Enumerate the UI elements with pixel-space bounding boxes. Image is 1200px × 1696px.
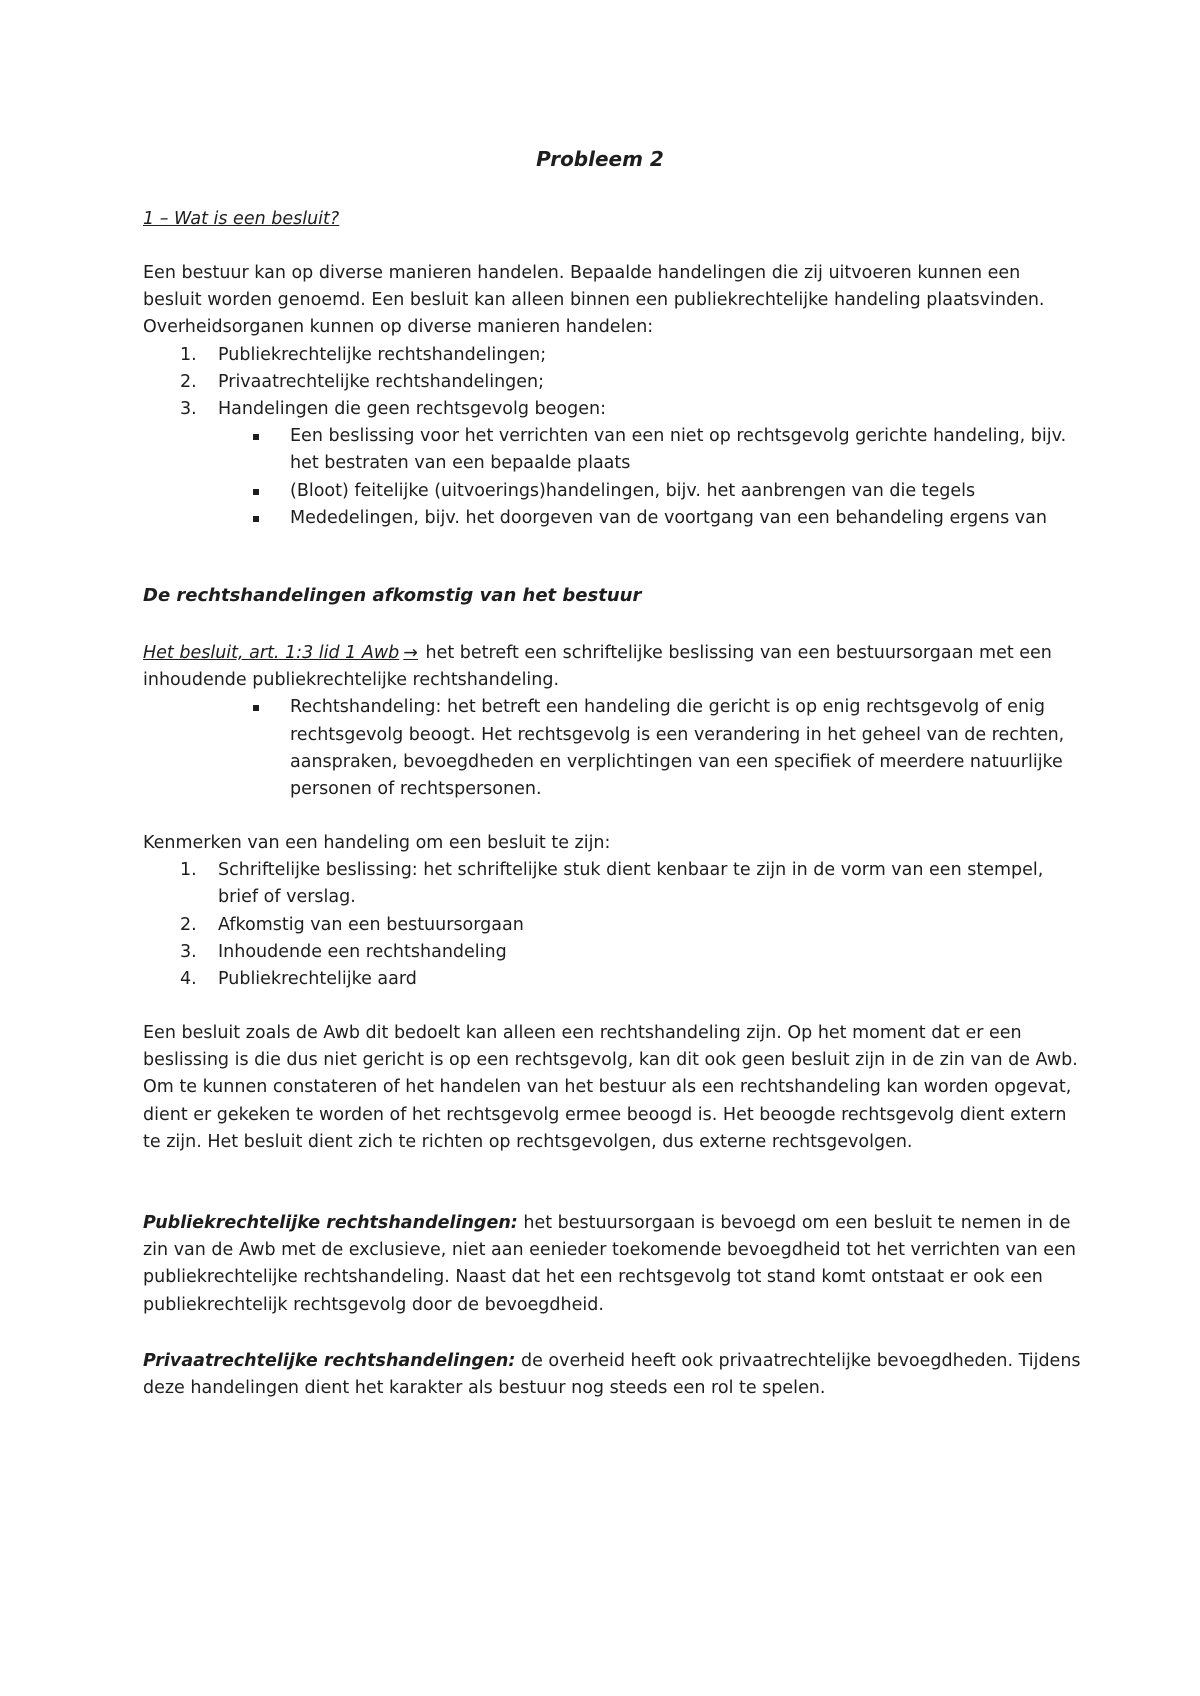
bullet-text: (Bloot) feitelijke (uitvoerings)handelingen, bijv. het aanbrengen van die tegels xyxy=(290,480,976,501)
bullet-item xyxy=(143,478,1083,505)
arrow-right-icon: → xyxy=(403,643,418,663)
bullet-item xyxy=(143,423,1083,477)
list-number: 4. xyxy=(180,969,197,990)
besluit-label: Het besluit, art. 1:3 lid 1 Awb xyxy=(143,643,400,663)
besluit-section xyxy=(143,640,1083,803)
square-bullet-icon xyxy=(253,434,259,440)
list-item-text: Publiekrechtelijke rechtshandelingen; xyxy=(218,344,547,365)
subheading-text: 1 – Wat is een besluit? xyxy=(143,209,340,229)
publiek-paragraph xyxy=(143,1210,1083,1319)
besluit-text: het betreft een schriftelijke beslissing van een bestuursorgaan met een inhoudende publiekrechtelijke rechtshandeling. xyxy=(143,643,1052,691)
bullet-text: Een beslissing voor het verrichten van een niet op rechtsgevolg gerichte handeling, bijv. het bestraten van een bepaalde plaats xyxy=(290,426,1067,474)
list-item-text: Publiekrechtelijke aard xyxy=(218,969,417,990)
list-item-text: Privaatrechtelijke rechtshandelingen; xyxy=(218,371,545,392)
privaat-text: de overheid heeft ook privaatrechtelijke bevoegdheden. Tijdens deze handelingen dient het karakter als bestuur nog steeds een rol te spelen. xyxy=(143,1351,1081,1399)
list-item-text: Inhoudende een rechtshandeling xyxy=(218,941,507,962)
list-item xyxy=(143,369,1083,396)
list-item xyxy=(143,912,1083,939)
list-number: 2. xyxy=(180,371,197,392)
list-item xyxy=(143,396,1083,423)
list-number: 3. xyxy=(180,399,197,420)
square-bullet-icon xyxy=(253,489,259,495)
privaat-paragraph xyxy=(143,1348,1083,1402)
list-number: 3. xyxy=(180,941,197,962)
list-item-text: Handelingen die geen rechtsgevolg beogen: xyxy=(218,399,606,420)
privaat-label: Privaatrechtelijke rechtshandelingen: xyxy=(143,1351,516,1371)
square-bullet-icon xyxy=(253,516,259,522)
list-item xyxy=(143,966,1083,993)
square-bullet-icon xyxy=(253,705,259,711)
bullet-text: Mededelingen, bijv. het doorgeven van de voortgang van een behandeling ergens van xyxy=(290,507,1047,528)
list-item-text: Afkomstig van een bestuursorgaan xyxy=(218,914,524,935)
besluit-paragraph xyxy=(143,640,1083,694)
list-number: 2. xyxy=(180,914,197,935)
intro-paragraph: Een bestuur kan op diverse manieren handelen. Bepaalde handelingen die zij uitvoeren kunnen een besluit worden genoemd. Een besluit kan alleen binnen een publiekrechtelijke handeling plaatsvinden. Overheidsorganen kunnen op diverse manieren handelen: xyxy=(143,263,1045,338)
list-number: 1. xyxy=(180,860,197,881)
list-item xyxy=(143,857,1083,911)
subheading xyxy=(143,206,1083,233)
awb-section xyxy=(143,1020,1083,1156)
section-heading: De rechtshandelingen afkomstig van het bestuur xyxy=(143,585,642,606)
intro-section xyxy=(143,260,1083,532)
bullet-item xyxy=(143,505,1083,532)
bullet-text: Rechtshandeling: het betreft een handeling die gericht is op enig rechtsgevolg of enig rechtsgevolg beoogt. Het rechtsgevolg is een verandering in het geheel van de rechten, aanspraken, bevoegdheden en verplichtingen van een specifiek of meerdere natuurlijke personen of rechtspersonen. xyxy=(290,697,1065,800)
publiek-section xyxy=(143,1210,1083,1319)
publiek-text: het bestuursorgaan is bevoegd om een besluit te nemen in de zin van de Awb met de exclusieve, niet aan eenieder toekomende bevoegdheid tot het verrichten van een publiekrechtelijke rechtshandeling. Naast dat het een rechtsgevolg tot stand komt ontstaat er ook een publiekrechtelijk rechtsgevolg door de bevoegdheid. xyxy=(143,1213,1076,1315)
bullet-item xyxy=(143,694,1083,803)
kenmerken-section xyxy=(143,830,1083,993)
publiek-label: Publiekrechtelijke rechtshandelingen: xyxy=(143,1213,518,1233)
list-item xyxy=(143,939,1083,966)
kenmerken-intro: Kenmerken van een handeling om een besluit te zijn: xyxy=(143,833,611,853)
list-item-text: Schriftelijke beslissing: het schriftelijke stuk dient kenbaar te zijn in de vorm van een stempel, brief of verslag. xyxy=(218,860,1044,908)
document-title: Probleem 2 xyxy=(536,147,664,171)
privaat-section xyxy=(143,1348,1083,1402)
list-number: 1. xyxy=(180,344,197,365)
awb-paragraph: Een besluit zoals de Awb dit bedoelt kan alleen een rechtshandeling zijn. Op het moment dat er een beslissing is die dus niet gericht is op een rechtsgevolg, kan dit ook geen besluit zijn in de zin van de Awb. Om te kunnen constateren of het handelen van het bestuur als een rechtshandeling kan worden opgevat, dient er gekeken te worden of het rechtsgevolg ermee beoogd is. Het beoogde rechtsgevolg dient extern te zijn. Het besluit dient zich te richten op rechtsgevolgen, dus externe rechtsgevolgen. xyxy=(143,1023,1078,1152)
list-item xyxy=(143,342,1083,369)
